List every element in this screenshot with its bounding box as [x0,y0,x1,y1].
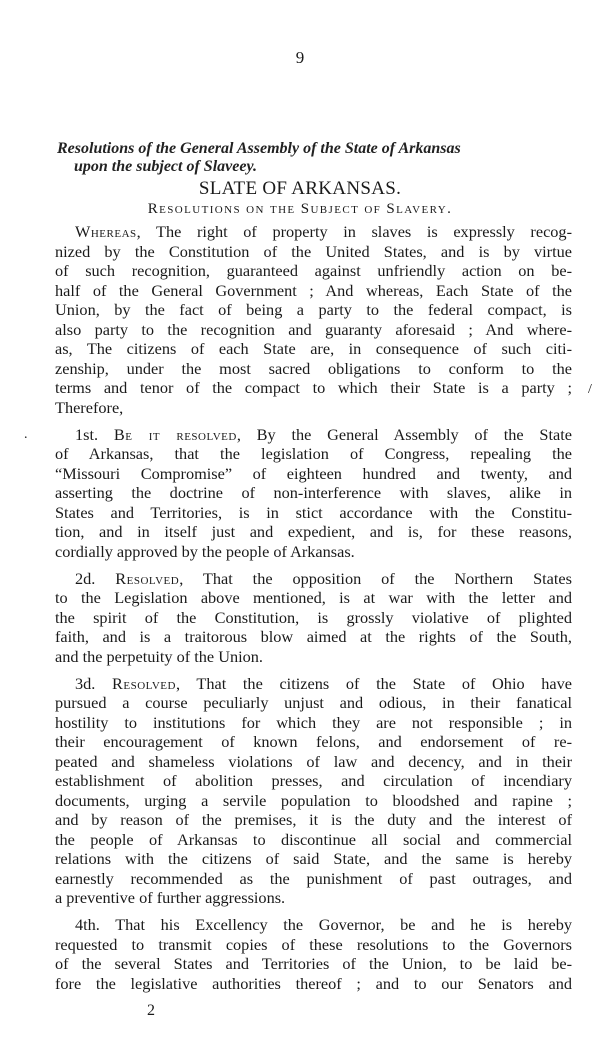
line-text: cordially approved by the people of Arkansas. [55,541,355,561]
text-line [55,732,572,752]
line-text: zenship, under the most sacred obligations to conform to the [55,358,572,378]
text-line [55,242,572,262]
text-line [55,915,572,935]
resolution-number: 4th. [75,915,116,934]
resolution-paragraph [55,425,572,562]
line-text: nized by the Constitution of the United States, and is by virtue [55,241,572,261]
resolution-number: 2d. [75,568,116,588]
section-subheading: Resolutions on the Subject of Slavery. [147,201,453,217]
line-text: their encouragement of known felons, and endorsement of re- [55,732,572,751]
line-text: of such recognition, guaranteed against unfriendly action on be- [55,261,572,280]
line-text: a preventive of further aggressions. [55,888,286,907]
line-text: tion, and in itself just and expedient, and is, for these reasons, [55,522,572,541]
text-line [55,752,572,772]
line-text: the spirit of the Constitution, is grossly violative of plighted [55,607,572,627]
resolution-number: 3d. [75,673,113,693]
text-line [55,869,572,889]
text-line [55,810,572,830]
text-line [55,542,572,562]
text-line [55,693,572,713]
line-text: That his Excellency the Governor, be and he is hereby [115,915,572,934]
text-line [55,647,572,667]
line-text: peated and shameless violations of law and decency, and in their [55,751,572,771]
text-line [55,378,572,398]
line-text: earnestly recommended as the punishment of past outrages, and [55,868,572,888]
text-line [55,398,572,418]
line-text: “Missouri Compromise” of eighteen hundred and twenty, and [55,463,572,483]
resolution-paragraph [55,915,572,993]
line-text: terms and tenor of the compact to which their State is a party ; [55,378,572,397]
text-line [55,674,572,694]
resolution-paragraph [55,674,572,908]
text-line [55,425,572,445]
small-caps-lead: Whereas [75,222,137,241]
text-line [55,503,572,523]
text-line [55,974,572,994]
line-text: , The right of property in slaves is expressly recog- [136,222,572,241]
page-number: 9 [295,48,305,67]
section-heading: SLATE OF ARKANSAS. [198,178,402,199]
text-line [55,444,572,464]
text-line [55,849,572,869]
text-line [55,588,572,608]
line-text: documents, urging a servile population to bloodshed and rapine ; [55,790,572,810]
line-text: as, The citizens of each State are, in consequence of such citi- [55,339,572,358]
signature-mark: 2 [147,1002,155,1019]
text-line [55,791,572,811]
line-text: , That the opposition of the Northern States [179,568,572,588]
line-text: pursued a course peculiarly unjust and odious, in their fanatical [55,693,572,712]
small-caps-lead: Be it resolved [113,424,237,444]
line-text: Union, by the fact of being a party to the federal compact, is [55,300,572,319]
resolution-paragraph [55,569,572,667]
text-line [55,464,572,484]
small-caps-lead: Resolved [115,568,180,588]
resolution-paragraph [55,222,572,417]
text-line [55,713,572,733]
resolution-number: 1st. [75,424,114,444]
line-text: of the several States and Territories of the Union, to be laid be- [55,954,572,973]
text-line [55,339,572,359]
scan-speck: . [24,427,28,442]
resolutions-body [55,222,572,1001]
document-title-line-2: upon the subject of Slaveey. [74,158,257,175]
text-line [55,771,572,791]
small-caps-lead: Resolved [112,673,176,693]
text-line [55,320,572,340]
line-text: relations with the citizens of said State, and the same is hereby [55,849,572,868]
line-text: , By the General Assembly of the State [236,424,572,444]
line-text: the people of Arkansas to discontinue all social and commercial [55,829,572,849]
line-text: States and Territories, is in stict accordance with the Constitu- [55,502,572,522]
text-line [55,888,572,908]
scan-speck: / [588,382,592,397]
text-line [55,522,572,542]
line-text: establishment of abolition presses, and circulation of incendiary [55,771,572,790]
text-line [55,569,572,589]
text-line [55,627,572,647]
text-line [55,935,572,955]
text-line [55,954,572,974]
text-line [55,359,572,379]
text-line [55,281,572,301]
line-text: asserting the doctrine of non-interference with slaves, alike in [55,483,572,502]
document-title-line-1: Resolutions of the General Assembly of the State of Arkansas [57,140,461,157]
line-text: faith, and is a traitorous blow aimed at the rights of the South, [55,627,572,646]
line-text: half of the General Government ; And whereas, Each State of the [55,280,572,300]
text-line [55,261,572,281]
line-text: fore the legislative authorities thereof ; and to our Senators and [55,973,572,993]
line-text: and the perpetuity of the Union. [55,646,263,666]
line-text: to the Legislation above mentioned, is at war with the letter and [55,588,572,607]
line-text: hostility to institutions for which they are not responsible ; in [55,712,572,732]
text-line [55,222,572,242]
text-line [55,608,572,628]
line-text: of Arkansas, that the legislation of Congress, repealing the [55,444,572,463]
text-line [55,300,572,320]
line-text: , That the citizens of the State of Ohio have [175,673,572,693]
line-text: requested to transmit copies of these resolutions to the Governors [55,934,572,954]
line-text: Therefore, [55,397,124,417]
text-line [55,830,572,850]
line-text: and by reason of the premises, it is the duty and the interest of [55,810,572,829]
line-text: also party to the recognition and guaranty aforesaid ; And where- [55,319,572,339]
text-line [55,483,572,503]
